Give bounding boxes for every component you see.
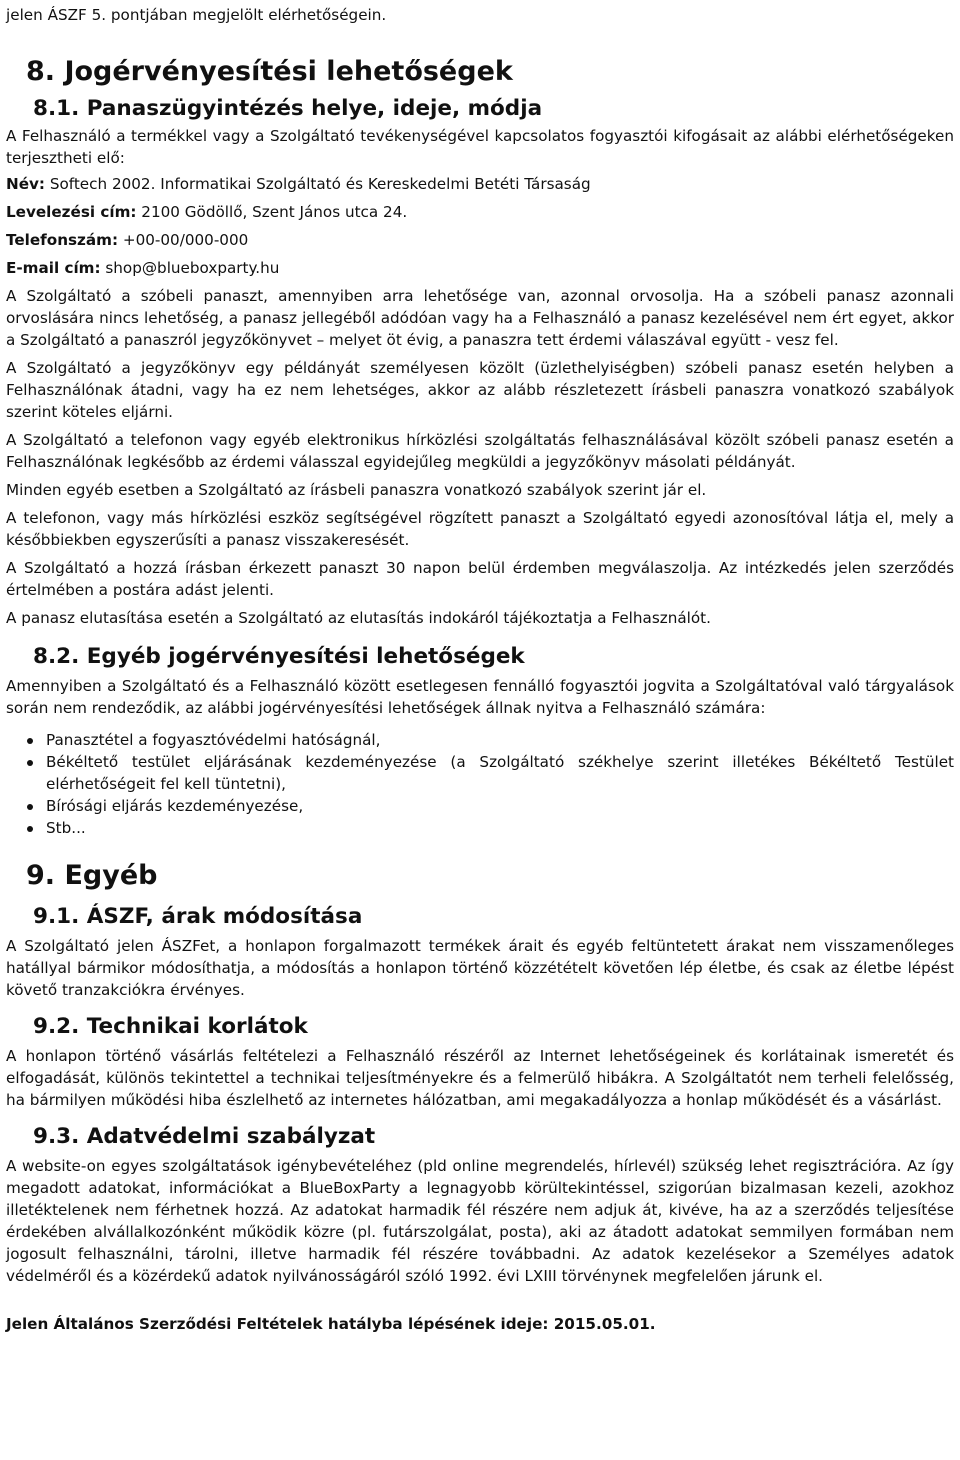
section-8-2-intro: Amennyiben a Szolgáltató és a Felhasználó között esetlegesen fennálló fogyasztói jogvita a Szolgáltatóval való tárgyalások során nem rendeződik, az alábbi jogérvényesítési lehetőségek állnak nyitva a Felhasználó számára: bbox=[6, 677, 954, 717]
section-9-1-heading: 9.1. ÁSZF, árak módosítása bbox=[33, 904, 363, 929]
paragraph-oral-complaint: A Szolgáltató a szóbeli panaszt, amennyiben arra lehetősége van, azonnal orvosolja. Ha a szóbeli panasz azonnali orvoslására nincs lehetőség, a panasz jellegéből adódóan vagy ha a Felhasználó a panasz kezelésével nem ért egyet, akkor a Szolgáltató a panaszról jegyzőkönyvet – melyet öt évig, a panaszra tett érdemi válaszával együtt - vesz fel. bbox=[6, 287, 954, 349]
section-8-heading: 8. Jogérvényesítési lehetőségek bbox=[26, 56, 513, 87]
section-9-1-text: A Szolgáltató jelen ÁSZFet, a honlapon forgalmazott termékek árait és egyéb feltüntetett árakat nem visszamenőleges hatállyal bármikor módosíthatja, a módosítás a honlapon történő közzétételt követően lép életbe, és csak az életbe lépést követő tranzakciókra érvényes. bbox=[6, 937, 954, 999]
contact-email-value: shop@blueboxparty.hu bbox=[105, 259, 280, 277]
contact-email bbox=[6, 257, 954, 279]
section-8-1-heading: 8.1. Panaszügyintézés helye, ideje, módja bbox=[33, 96, 543, 121]
section-9-2-heading: 9.2. Technikai korlátok bbox=[33, 1014, 308, 1039]
list-item: Bírósági eljárás kezdeményezése, bbox=[46, 795, 954, 817]
paragraph-other-cases: Minden egyéb esetben a Szolgáltató az írásbeli panaszra vonatkozó szabályok szerint jár el. bbox=[6, 481, 707, 499]
paragraph-phone-complaint: A Szolgáltató a telefonon vagy egyéb elektronikus hírközlési szolgáltatás felhasználásával közölt szóbeli panasz esetén a Felhasználónak legkésőbb az érdemi válasszal egyidejűleg megküldi a jegyzőkönyv másolati példányát. bbox=[6, 431, 954, 471]
section-9-2-text: A honlapon történő vásárlás feltételezi a Felhasználó részéről az Internet lehetőségeinek és korlátainak ismeretét és elfogadását, különös tekintettel a technikai teljesítményekre és a felmerülő hibákra. A Szolgáltatót nem terheli felelősség, ha bármilyen működési hiba észlelhető az internetes hálózatban, ami megakadályozza a honlap működését és a vásárlást. bbox=[6, 1047, 954, 1109]
contact-phone bbox=[6, 229, 954, 251]
list-item: Stb... bbox=[46, 817, 954, 839]
contact-address-label: Levelezési cím: bbox=[6, 203, 137, 221]
section-9-3-heading: 9.3. Adatvédelmi szabályzat bbox=[33, 1124, 376, 1149]
contact-phone-label: Telefonszám: bbox=[6, 231, 119, 249]
section-9-heading: 9. Egyéb bbox=[26, 860, 158, 891]
contact-name-value: Softech 2002. Informatikai Szolgáltató és Kereskedelmi Betéti Társaság bbox=[49, 175, 591, 193]
section-9-3-text: A website-on egyes szolgáltatások igénybevételéhez (pld online megrendelés, hírlevél) szükség lehet regisztrációra. Az így megadott adatokat, információkat a BlueBoxParty a legnagyobb körültekintéssel, szigorúan bizalmasan kezeli, azokhoz illetéktelenek nem férhetnek hozzá. Az adatokat harmadik fél részére nem adjuk át, kivéve, ha az a szerződés teljesítése érdekében alvállalkozónként működik közre (pl. futárszolgálat, posta), aki az átadott adatokat semmilyen formában nem jogosult felhasználni, tárolni, illetve harmadik fél részére továbbadni. Az adatok kezelésekor a Személyes adatok védelméről és a közérdekű adatok nyilvánosságáról szóló 1992. évi LXIII törvénynek megfelelően járunk el. bbox=[6, 1157, 954, 1285]
paragraph-rejection: A panasz elutasítása esetén a Szolgáltató az elutasítás indokáról tájékoztatja a Felhasználót. bbox=[6, 609, 711, 627]
contact-name-label: Név: bbox=[6, 175, 45, 193]
section-8-2-heading: 8.2. Egyéb jogérvényesítési lehetőségek bbox=[33, 644, 525, 669]
remedies-list bbox=[6, 729, 954, 839]
contact-name bbox=[6, 173, 954, 195]
contact-address-value: 2100 Gödöllő, Szent János utca 24. bbox=[141, 203, 408, 221]
list-item: Békéltető testület eljárásának kezdeményezése (a Szolgáltató székhelye szerint illetékes Békéltető Testület elérhetőségeit fel kell tüntetni), bbox=[46, 753, 954, 793]
paragraph-record-copy: A Szolgáltató a jegyzőkönyv egy példányát személyesen közölt (üzlethelyiségben) szóbeli panasz esetén helyben a Felhasználónak átadni, vagy ha ez nem lehetséges, akkor az alább részletezett írásbeli panaszra vonatkozó szabályok szerint köteles eljárni. bbox=[6, 359, 954, 421]
contact-phone-value: +00-00/000-000 bbox=[122, 231, 249, 249]
continuation-text: jelen ÁSZF 5. pontjában megjelölt elérhetőségein. bbox=[6, 6, 387, 24]
section-8-1-intro: A Felhasználó a termékkel vagy a Szolgáltató tevékenységével kapcsolatos fogyasztói kifogásait az alábbi elérhetőségeken terjesztheti elő: bbox=[6, 127, 954, 167]
paragraph-30-days: A Szolgáltató a hozzá írásban érkezett panaszt 30 napon belül érdemben megválaszolja. Az intézkedés jelen szerződés értelmében a postára adást jelenti. bbox=[6, 559, 954, 599]
list-item: Panasztétel a fogyasztóvédelmi hatóságnál, bbox=[46, 729, 954, 751]
effective-date-line: Jelen Általános Szerződési Feltételek hatályba lépésének ideje: 2015.05.01. bbox=[6, 1315, 656, 1333]
paragraph-identifier: A telefonon, vagy más hírközlési eszköz segítségével rögzített panaszt a Szolgáltató egyedi azonosítóval látja el, mely a későbbiekben egyszerűsíti a panasz visszakeresését. bbox=[6, 509, 954, 549]
contact-email-label: E-mail cím: bbox=[6, 259, 101, 277]
contact-address bbox=[6, 201, 954, 223]
